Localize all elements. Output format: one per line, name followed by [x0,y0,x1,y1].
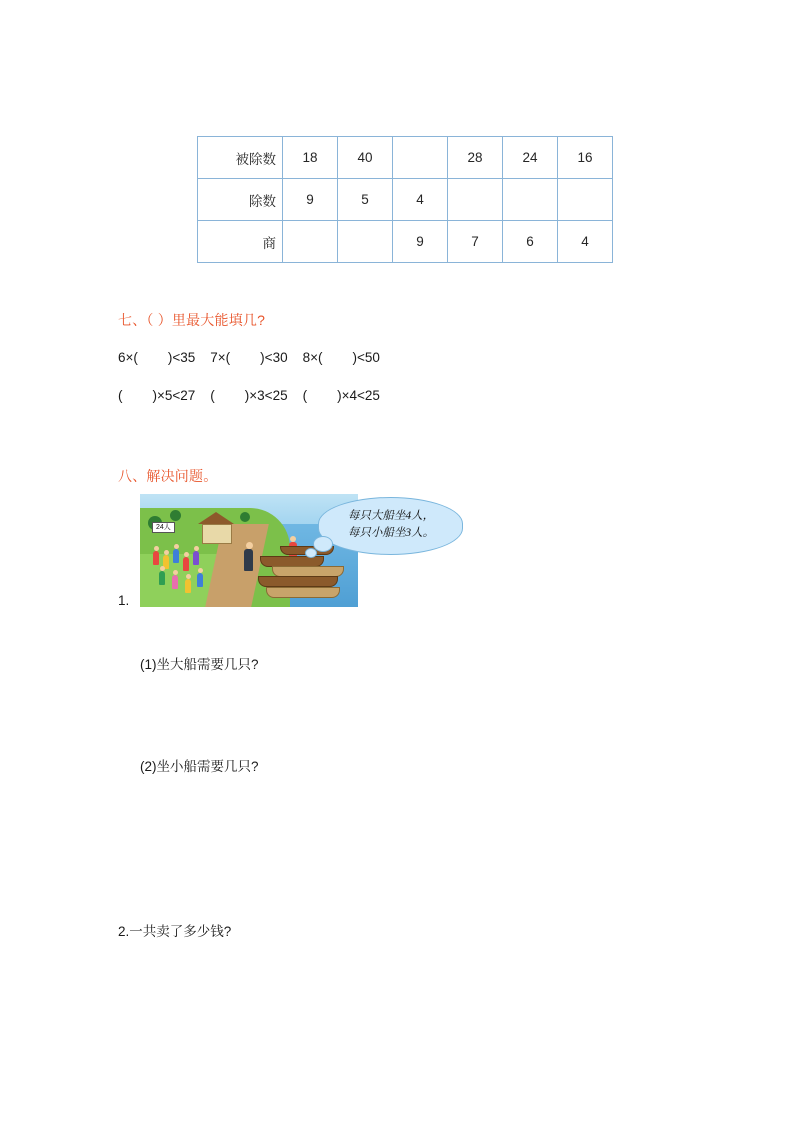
cell-quotient-1[interactable] [283,221,338,263]
cell-dividend-2: 40 [338,137,393,179]
table-row [198,221,613,263]
boat [258,576,338,587]
problem-2-text: 2.一共卖了多少钱? [118,924,232,939]
division-table [197,136,599,263]
tree-icon [240,512,250,522]
adult-body [244,549,253,571]
cell-quotient-6: 4 [558,221,613,263]
child-body [193,551,199,565]
child-body [185,579,191,593]
cell-divisor-3: 4 [393,179,448,221]
bubble-text [332,508,450,542]
cell-divisor-1: 9 [283,179,338,221]
people-count-label: 24人 [152,522,175,533]
child-body [172,575,178,589]
cell-divisor-4[interactable] [448,179,503,221]
child-body [159,571,165,585]
cell-dividend-6: 16 [558,137,613,179]
problem-1a-text: (1)坐大船需要几只? [140,657,259,672]
cell-dividend-1: 18 [283,137,338,179]
cell-dividend-3[interactable] [393,137,448,179]
fill-in-line-1[interactable]: 6×( )<35 7×( )<30 8×( )<50 [118,350,380,365]
child-body [197,573,203,587]
cell-quotient-4: 7 [448,221,503,263]
cell-quotient-3: 9 [393,221,448,263]
problem-1-number: 1. [118,593,130,608]
cell-dividend-4: 28 [448,137,503,179]
cell-quotient-2[interactable] [338,221,393,263]
child-body [173,549,179,563]
cell-divisor-6[interactable] [558,179,613,221]
problem-1b-text: (2)坐小船需要几只? [140,759,259,774]
table-row [198,137,613,179]
fill-in-line-2[interactable]: ( )×5<27 ( )×3<25 ( )×4<25 [118,388,380,403]
child-body [183,557,189,571]
cell-quotient-5: 6 [503,221,558,263]
table-row [198,179,613,221]
section-heading-eight: 八、解决问题。 [118,468,218,484]
section-heading-seven: 七、（ ）里最大能填几? [118,312,266,328]
child-body [153,551,159,565]
bubble-line-1: 每只大船坐4人， [347,510,435,522]
row-header-dividend: 被除数 [198,137,283,179]
hut-roof-icon [198,512,234,524]
tree-icon [170,510,181,521]
bubble-line-2: 每只小船坐3人。 [347,527,435,539]
cell-dividend-5: 24 [503,137,558,179]
adult-head [246,542,253,549]
cell-divisor-5[interactable] [503,179,558,221]
speech-bubble [318,497,463,555]
hut-body-icon [202,524,232,544]
row-header-divisor: 除数 [198,179,283,221]
row-header-quotient: 商 [198,221,283,263]
boat [266,587,340,598]
cell-divisor-2: 5 [338,179,393,221]
